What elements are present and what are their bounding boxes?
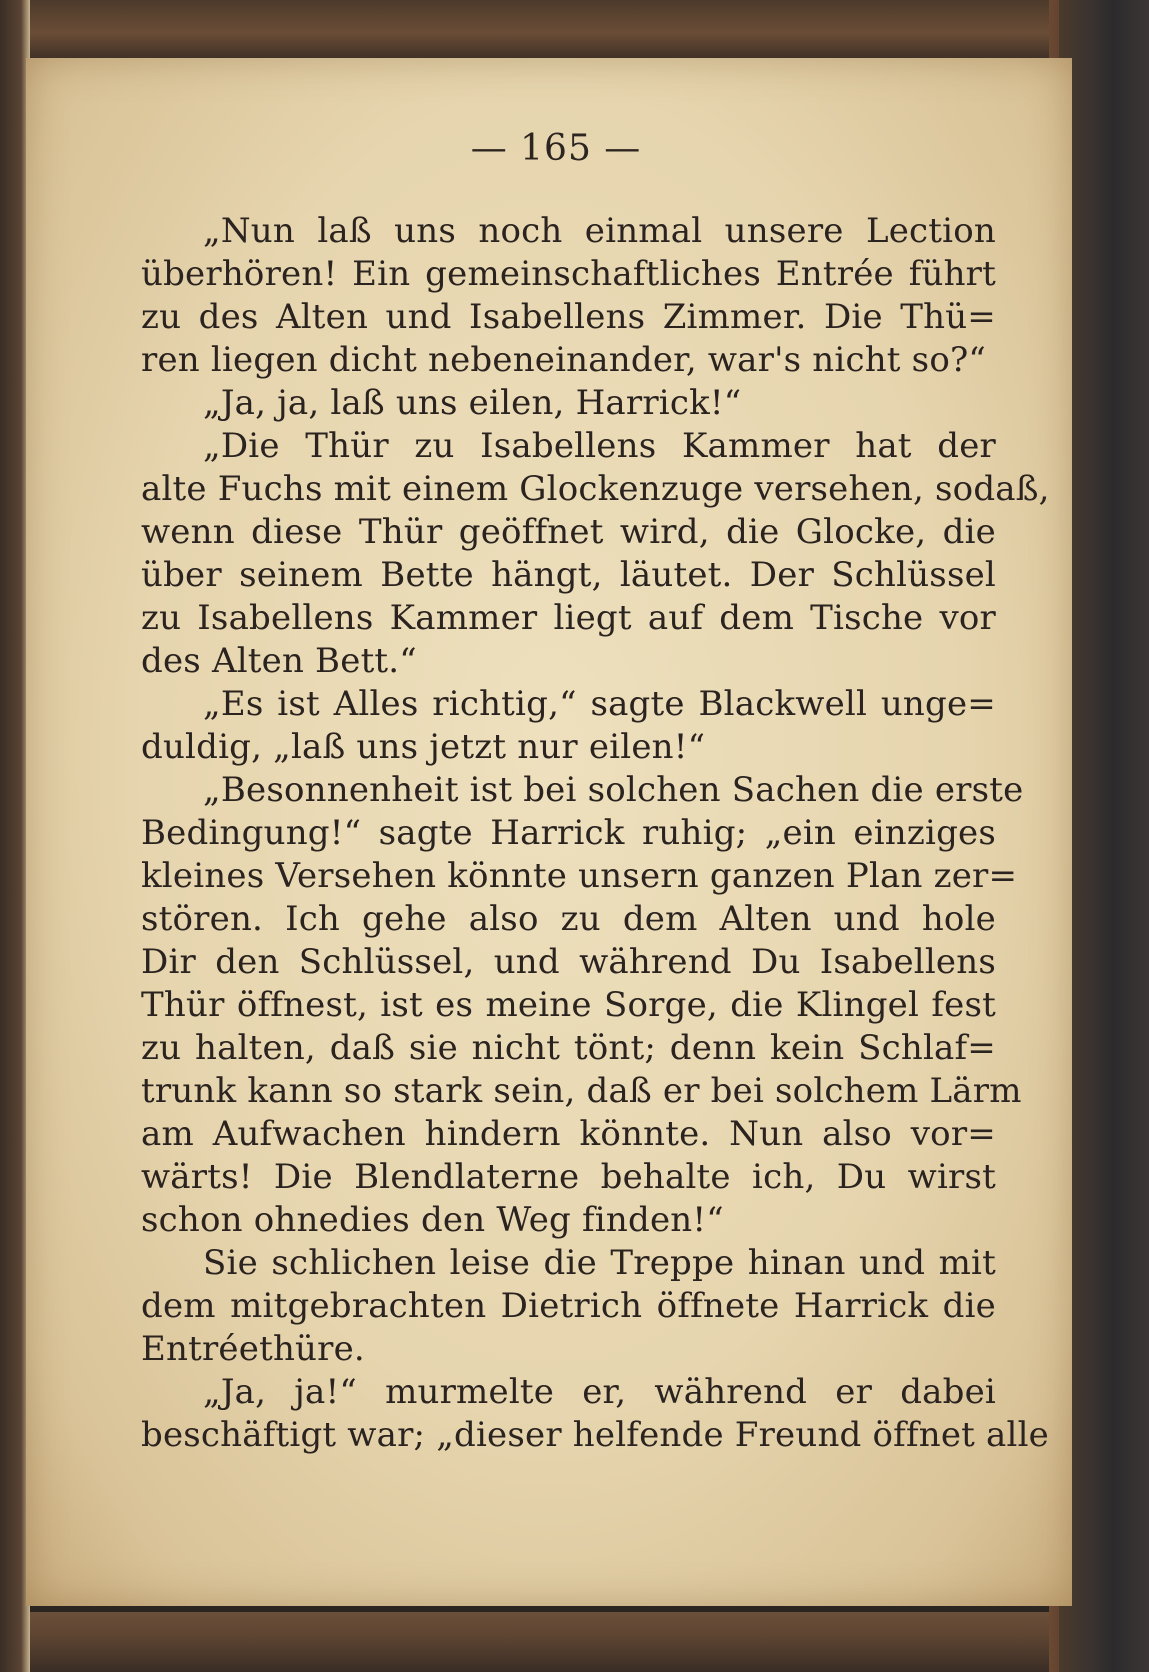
text-line: wenn diese Thür geöffnet wird, die Glocke, die [141, 512, 996, 552]
body-text [141, 210, 1050, 1457]
text-line: kleines Versehen könnte unsern ganzen Plan zer= [141, 856, 1018, 896]
text-line: Thür öffnest, ist es meine Sorge, die Klingel fest [141, 985, 996, 1025]
text-line: stören. Ich gehe also zu dem Alten und hole [141, 899, 996, 939]
text-line: am Aufwachen hindern könnte. Nun also vor= [141, 1114, 996, 1154]
book-cover-top-edge [0, 0, 1149, 60]
text-line: dem mitgebrachten Dietrich öffnete Harrick die [141, 1286, 996, 1326]
text-line: „Es ist Alles richtig,“ sagte Blackwell unge= [203, 684, 996, 724]
text-line: Bedingung!“ sagte Harrick ruhig; „ein einziges [141, 813, 996, 853]
text-line: des Alten Bett.“ [141, 641, 417, 681]
page-number: — 165 — [470, 128, 642, 169]
text-line: ren liegen dicht nebeneinander, war's nicht so?“ [141, 340, 987, 380]
text-line: über seinem Bette hängt, läutet. Der Schlüssel [141, 555, 996, 595]
text-line: „Die Thür zu Isabellens Kammer hat der [203, 426, 996, 466]
text-line: beschäftigt war; „dieser helfende Freund öffnet alle [141, 1415, 1049, 1455]
text-line: „Ja, ja!“ murmelte er, während er dabei [203, 1372, 996, 1412]
text-line: Entréethüre. [141, 1329, 365, 1369]
text-line: zu des Alten und Isabellens Zimmer. Die Thü= [141, 297, 996, 337]
text-line: Dir den Schlüssel, und während Du Isabellens [141, 942, 996, 982]
text-line: Sie schlichen leise die Treppe hinan und mit [203, 1243, 996, 1283]
text-line: schon ohnedies den Weg finden!“ [141, 1200, 724, 1240]
text-line: alte Fuchs mit einem Glockenzuge versehen, sodaß, [141, 469, 1050, 509]
text-line: „Nun laß uns noch einmal unsere Lection [203, 211, 996, 251]
text-line: „Ja, ja, laß uns eilen, Harrick!“ [203, 383, 742, 423]
text-line: duldig, „laß uns jetzt nur eilen!“ [141, 727, 706, 767]
text-line: wärts! Die Blendlaterne behalte ich, Du wirst [141, 1157, 996, 1197]
book-binding [1059, 0, 1149, 1672]
text-line: „Besonnenheit ist bei solchen Sachen die erste [203, 770, 1024, 810]
book-page [26, 58, 1072, 1606]
text-line: zu Isabellens Kammer liegt auf dem Tische vor [141, 598, 996, 638]
book-cover-bottom-edge [0, 1612, 1149, 1672]
text-line: überhören! Ein gemeinschaftliches Entrée führt [141, 254, 996, 294]
text-line: zu halten, daß sie nicht tönt; denn kein Schlaf= [141, 1028, 996, 1068]
text-line: trunk kann so stark sein, daß er bei solchem Lärm [141, 1071, 1022, 1111]
